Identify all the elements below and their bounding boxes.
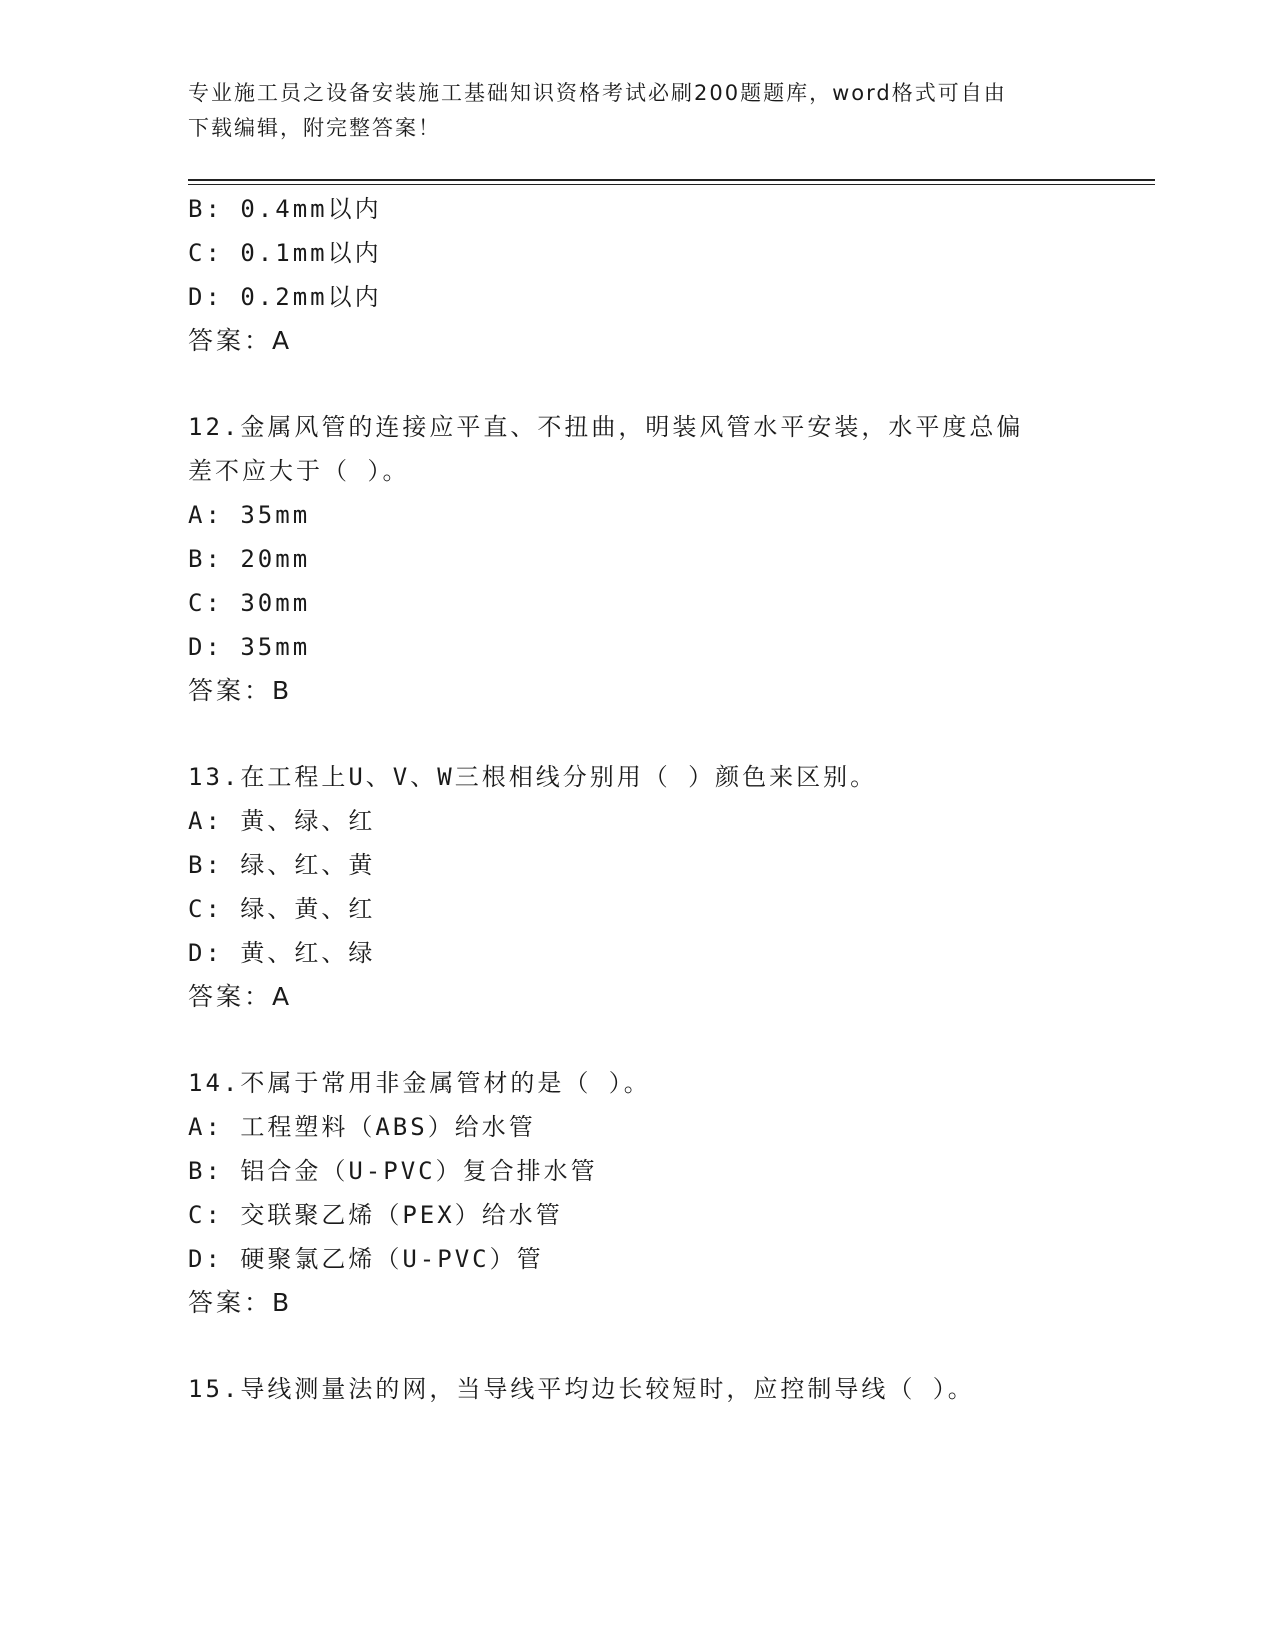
q14-answer: 答案：B [188, 1288, 293, 1317]
q13-stem: 13.在工程上U、V、W三根相线分别用（ ）颜色来区别。 [188, 763, 878, 791]
q13-option-a: A: 黄、绿、红 [188, 807, 376, 835]
q13-answer: 答案：A [188, 982, 293, 1011]
q12-answer: 答案：B [188, 676, 293, 705]
q11-answer: 答案：A [188, 326, 293, 355]
q11-option-c: C: 0.1mm以内 [188, 239, 382, 267]
q14-option-c: C: 交联聚乙烯（PEX）给水管 [188, 1201, 563, 1229]
q13-option-d: D: 黄、红、绿 [188, 939, 376, 967]
q14-option-a: A: 工程塑料（ABS）给水管 [188, 1113, 536, 1141]
q12-stem-line-1: 12.金属风管的连接应平直、不扭曲，明装风管水平安装，水平度总偏 [188, 413, 1024, 441]
header-title-line-1: 专业施工员之设备安装施工基础知识资格考试必刷200题题库，word格式可自由 [188, 81, 1007, 105]
q15-stem: 15.导线测量法的网，当导线平均边长较短时，应控制导线（ ）。 [188, 1375, 975, 1403]
q12-option-d: D: 35mm [188, 633, 311, 661]
q11-option-b: B: 0.4mm以内 [188, 195, 382, 223]
header-divider-thick [188, 179, 1155, 181]
q12-option-a: A: 35mm [188, 501, 311, 529]
q14-option-b: B: 铝合金（U-PVC）复合排水管 [188, 1157, 598, 1185]
q14-stem: 14.不属于常用非金属管材的是（ ）。 [188, 1069, 651, 1097]
q14-option-d: D: 硬聚氯乙烯（U-PVC）管 [188, 1245, 544, 1273]
q13-option-b: B: 绿、红、黄 [188, 851, 376, 879]
q13-option-c: C: 绿、黄、红 [188, 895, 376, 923]
q11-option-d: D: 0.2mm以内 [188, 283, 382, 311]
header-title-line-2: 下载编辑，附完整答案！ [188, 116, 441, 140]
q12-option-b: B: 20mm [188, 545, 311, 573]
q12-option-c: C: 30mm [188, 589, 311, 617]
q12-stem-line-2: 差不应大于（ ）。 [188, 457, 410, 485]
header-divider-thin [188, 184, 1155, 185]
document-header [188, 76, 1068, 146]
